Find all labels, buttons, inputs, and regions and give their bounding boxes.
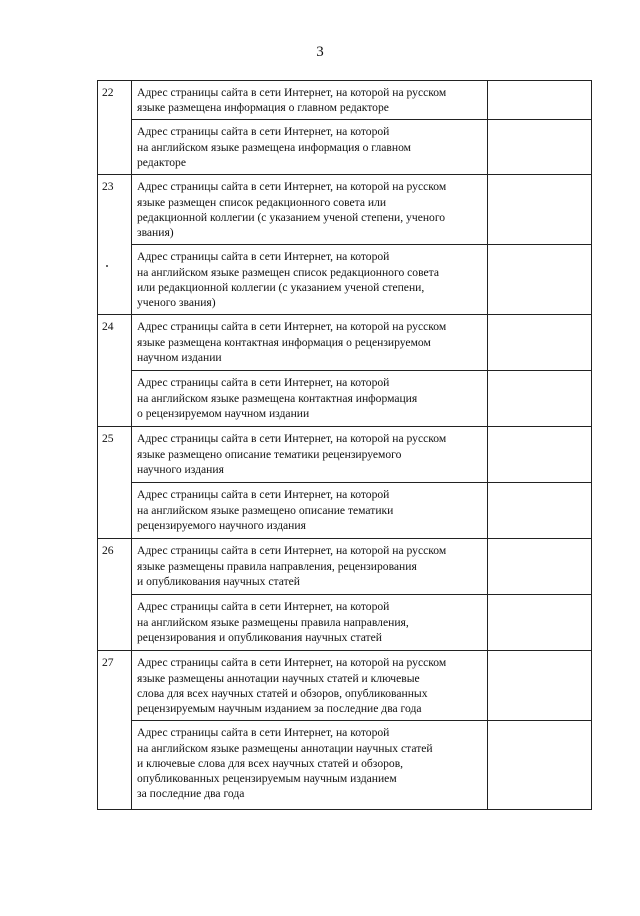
table-row — [98, 81, 592, 120]
answer-cell[interactable] — [488, 539, 592, 595]
description-line: о рецензируемом научном издании — [137, 406, 310, 420]
description-line: на английском языке размещены правила направления, — [137, 615, 409, 629]
answer-cell[interactable] — [488, 483, 592, 539]
description-line: на английском языке размещена контактная информация — [137, 391, 418, 405]
table-row — [98, 483, 592, 539]
description-line: научном издании — [137, 350, 222, 364]
answer-cell[interactable] — [488, 721, 592, 810]
description-line: Адрес страницы сайта в сети Интернет, на которой — [137, 376, 390, 390]
description-line: Адрес страницы сайта в сети Интернет, на которой на русском — [137, 656, 447, 670]
answer-cell[interactable] — [488, 371, 592, 427]
answer-cell[interactable] — [488, 595, 592, 651]
description-line: звания) — [137, 226, 174, 240]
description-line: и опубликования научных статей — [137, 574, 300, 588]
description-line: за последние два года — [137, 787, 245, 801]
description-line: Адрес страницы сайта в сети Интернет, на которой — [137, 726, 390, 740]
english-page-description — [132, 120, 488, 175]
description-line: языке размещены правила направления, рецензирования — [137, 559, 417, 573]
description-line: языке размещено описание тематики рецензируемого — [137, 447, 402, 461]
description-line: рецензируемого научного издания — [137, 518, 306, 532]
item-number: 25 — [98, 427, 132, 539]
english-page-description — [132, 245, 488, 315]
description-line: Адрес страницы сайта в сети Интернет, на которой — [137, 125, 390, 139]
description-line: языке размещен список редакционного совета или — [137, 195, 387, 209]
item-number: 23 — [98, 175, 132, 315]
item-number: 22 — [98, 81, 132, 175]
answer-cell[interactable] — [488, 120, 592, 175]
description-line: на английском языке размещено описание тематики — [137, 503, 394, 517]
description-line: опубликованных рецензируемым научным изданием — [137, 772, 397, 786]
russian-page-description — [132, 651, 488, 721]
description-line: на английском языке размещены аннотации научных статей — [137, 741, 433, 755]
description-line: Адрес страницы сайта в сети Интернет, на которой на русском — [137, 86, 447, 99]
answer-cell[interactable] — [488, 175, 592, 245]
description-line: на английском языке размещен список редакционного совета — [137, 265, 439, 279]
description-line: рецензируемым научным изданием за последние два года — [137, 702, 422, 716]
english-page-description — [132, 483, 488, 539]
description-line: Адрес страницы сайта в сети Интернет, на которой на русском — [137, 180, 447, 194]
description-line: Адрес страницы сайта в сети Интернет, на которой на русском — [137, 320, 447, 334]
description-line: языке размещена контактная информация о рецензируемом — [137, 335, 431, 349]
description-line: Адрес страницы сайта в сети Интернет, на которой на русском — [137, 432, 447, 446]
answer-cell[interactable] — [488, 651, 592, 721]
answer-cell[interactable] — [488, 81, 592, 120]
table-row — [98, 595, 592, 651]
english-page-description — [132, 721, 488, 810]
description-line: редакционной коллегии (с указанием ученой степени, ученого — [137, 210, 446, 224]
description-line: Адрес страницы сайта в сети Интернет, на которой — [137, 488, 390, 502]
description-line: Адрес страницы сайта в сети Интернет, на которой — [137, 600, 390, 614]
table-row — [98, 539, 592, 595]
description-line: языке размещена информация о главном редакторе — [137, 101, 389, 115]
russian-page-description — [132, 315, 488, 371]
description-line: ученого звания) — [137, 296, 216, 310]
item-number: 27 — [98, 651, 132, 810]
description-line: редакторе — [137, 155, 186, 169]
english-page-description — [132, 371, 488, 427]
description-line: на английском языке размещена информация о главном — [137, 140, 411, 154]
description-line: языке размещены аннотации научных статей и ключевые — [137, 671, 420, 685]
item-number: 24 — [98, 315, 132, 427]
table-row — [98, 427, 592, 483]
table-row — [98, 721, 592, 810]
table-row — [98, 120, 592, 175]
description-line: Адрес страницы сайта в сети Интернет, на которой — [137, 250, 390, 264]
description-line: и ключевые слова для всех научных статей и обзоров, — [137, 756, 404, 770]
table-row — [98, 175, 592, 245]
item-number: 26 — [98, 539, 132, 651]
table-row — [98, 371, 592, 427]
description-line: рецензирования и опубликования научных статей — [137, 630, 382, 644]
russian-page-description — [132, 427, 488, 483]
table-row — [98, 651, 592, 721]
russian-page-description — [132, 81, 488, 120]
description-line: или редакционной коллегии (с указанием ученой степени, — [137, 280, 425, 294]
russian-page-description — [132, 175, 488, 245]
description-line: слова для всех научных статей и обзоров, опубликованных — [137, 686, 428, 700]
table-row — [98, 245, 592, 315]
english-page-description — [132, 595, 488, 651]
description-line: Адрес страницы сайта в сети Интернет, на которой на русском — [137, 544, 447, 558]
answer-cell[interactable] — [488, 315, 592, 371]
description-line: научного издания — [137, 462, 224, 476]
table-row — [98, 315, 592, 371]
scan-speck — [106, 265, 108, 267]
journal-info-table — [97, 80, 592, 810]
russian-page-description — [132, 539, 488, 595]
page-number: 3 — [316, 44, 324, 60]
answer-cell[interactable] — [488, 245, 592, 315]
answer-cell[interactable] — [488, 427, 592, 483]
